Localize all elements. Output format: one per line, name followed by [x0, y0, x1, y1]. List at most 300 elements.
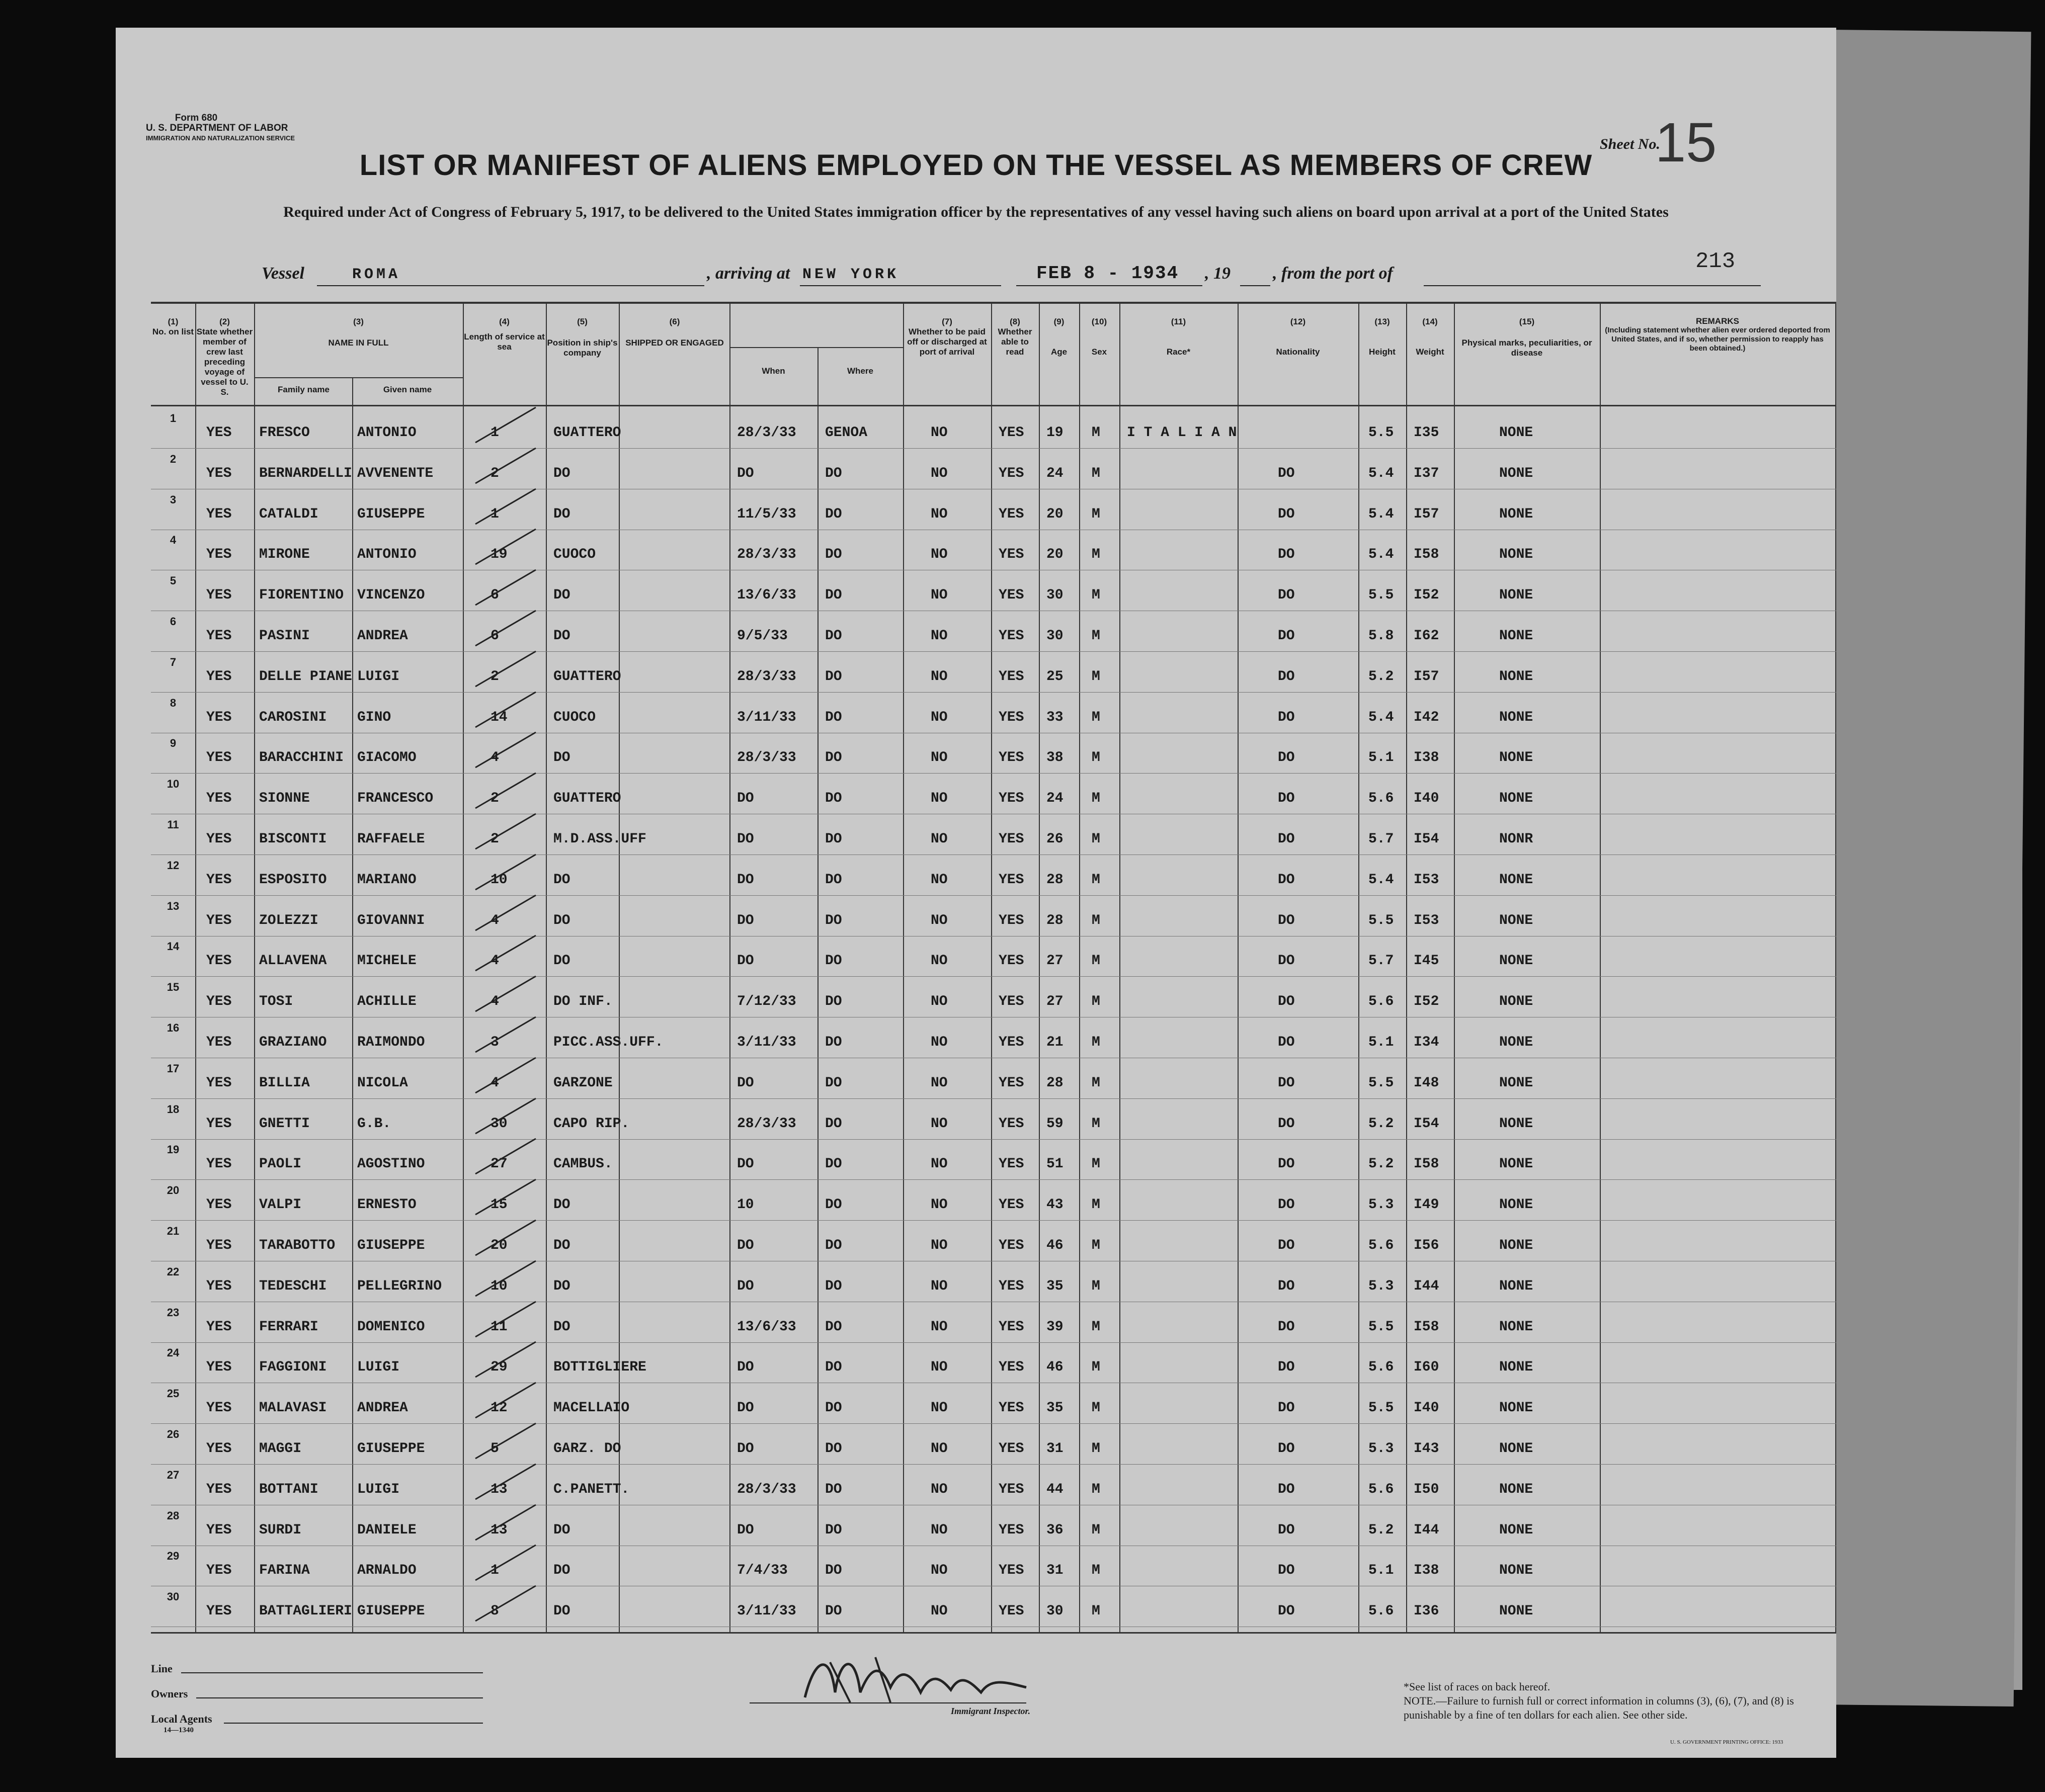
cell-service: 4 [490, 912, 499, 928]
cell-prev: YES [206, 1116, 232, 1132]
cell-read: YES [999, 1238, 1024, 1253]
cell-sex: M [1092, 1238, 1100, 1253]
row-number: 20 [167, 1184, 180, 1197]
cell-position: DO [553, 750, 570, 766]
cell-age: 19 [1046, 425, 1064, 441]
table-row [151, 1141, 1836, 1180]
row-number: 9 [170, 737, 177, 750]
col-9-header [1040, 317, 1078, 357]
row-rule [151, 773, 1836, 774]
cell-height: 5.5 [1368, 1319, 1394, 1335]
cell-sex: M [1092, 1441, 1100, 1457]
cell-when: DO [737, 1359, 754, 1376]
cell-age: 25 [1046, 668, 1064, 685]
check-mark-icon [470, 1339, 541, 1380]
cell-position: C.PANETT. [553, 1481, 630, 1497]
cell-sex: M [1092, 1400, 1100, 1416]
table-row [151, 1548, 1836, 1586]
cell-nat: DO [1278, 1441, 1295, 1457]
col-label: Whether able to read [998, 327, 1032, 357]
cell-when: 13/6/33 [737, 587, 796, 604]
table-row [151, 1060, 1836, 1099]
cell-paid: NO [931, 465, 948, 481]
cell-service: 10 [490, 1278, 508, 1294]
cell-age: 24 [1046, 791, 1064, 807]
cell-position: GARZ. DO [553, 1441, 621, 1457]
cell-read: YES [999, 1441, 1024, 1457]
cell-age: 31 [1046, 1563, 1064, 1579]
cell-paid: NO [931, 872, 948, 888]
col-13-header [1359, 317, 1405, 357]
cell-family: ZOLEZZI [259, 912, 318, 928]
cell-height: 5.7 [1368, 831, 1394, 847]
local-agents-label: Local Agents [151, 1713, 212, 1725]
row-rule [151, 1342, 1836, 1343]
cell-when: DO [737, 872, 754, 888]
cell-given: GIACOMO [357, 750, 417, 766]
cell-service: 4 [490, 994, 499, 1010]
cell-prev: YES [206, 831, 232, 847]
col-10-header [1080, 317, 1118, 357]
cell-weight: I57 [1414, 506, 1439, 522]
sheet-number: 15 [1655, 112, 1717, 174]
check-mark-icon [470, 730, 541, 770]
col-label: Age [1050, 347, 1068, 357]
cell-family: BATTAGLIERI [259, 1603, 352, 1619]
table-row [151, 857, 1836, 896]
cell-where: DO [825, 872, 842, 888]
cell-sex: M [1092, 953, 1100, 969]
cell-marks: NONE [1499, 1359, 1533, 1376]
cell-position: DO [553, 1522, 570, 1538]
cell-given: VINCENZO [357, 587, 425, 604]
cell-given: GIUSEPPE [357, 506, 425, 522]
table-row [151, 1426, 1836, 1465]
cell-age: 26 [1046, 831, 1064, 847]
from-port-label: , from the port of [1273, 264, 1393, 283]
cell-given: LUIGI [357, 1481, 400, 1497]
cell-where: DO [825, 1156, 842, 1172]
cell-prev: YES [206, 1359, 232, 1376]
service-name: IMMIGRATION AND NATURALIZATION SERVICE [146, 134, 295, 142]
from-port-underline [1424, 285, 1761, 286]
col-number: (11) [1171, 317, 1186, 326]
cell-height: 5.5 [1368, 912, 1394, 928]
cell-paid: NO [931, 709, 948, 725]
check-mark-icon [470, 893, 541, 933]
cell-when: 28/3/33 [737, 1116, 796, 1132]
cell-given: MARIANO [357, 872, 417, 888]
cell-paid: NO [931, 750, 948, 766]
cell-where: DO [825, 953, 842, 969]
row-number: 7 [170, 655, 177, 668]
cell-prev: YES [206, 1156, 232, 1172]
cell-sex: M [1092, 709, 1100, 725]
cell-given: RAFFAELE [357, 831, 425, 847]
cell-nat: DO [1278, 1238, 1295, 1253]
cell-where: DO [825, 1278, 842, 1294]
row-rule [151, 1220, 1836, 1221]
row-number: 12 [167, 859, 180, 872]
check-mark-icon [470, 1299, 541, 1339]
cell-where: DO [825, 1359, 842, 1376]
where-header: Where [847, 366, 873, 376]
cell-sex: M [1092, 425, 1100, 441]
cell-when: 28/3/33 [737, 750, 796, 766]
owners-underline [196, 1697, 483, 1698]
cell-prev: YES [206, 668, 232, 685]
cell-read: YES [999, 1116, 1024, 1132]
col-label: Race* [1166, 347, 1191, 357]
cell-position: DO [553, 953, 570, 969]
cell-family: BOTTANI [259, 1481, 318, 1497]
check-mark-icon [470, 608, 541, 648]
cell-marks: NONE [1499, 425, 1533, 441]
cell-prev: YES [206, 750, 232, 766]
cell-service: 20 [490, 1238, 508, 1253]
cell-when: 3/11/33 [737, 1603, 796, 1619]
sheet-number-label: Sheet No. [1600, 136, 1660, 152]
cell-sex: M [1092, 506, 1100, 522]
cell-given: ANDREA [357, 1400, 408, 1416]
cell-height: 5.4 [1368, 547, 1394, 563]
crew-table [151, 302, 1836, 1635]
cell-height: 5.5 [1368, 587, 1394, 604]
cell-weight: I52 [1414, 587, 1439, 604]
cell-position: CUOCO [553, 709, 596, 725]
cell-family: FAGGIONI [259, 1359, 327, 1376]
cell-family: BARACCHINI [259, 750, 344, 766]
check-mark-icon [470, 1014, 541, 1055]
cell-marks: NONE [1499, 668, 1533, 685]
cell-marks: NONE [1499, 628, 1533, 644]
cell-sex: M [1092, 1359, 1100, 1376]
penalty-note: NOTE.—Failure to furnish full or correct information in columns (3), (6), (7), and (8) is punishable by a fine of ten dollars for each alien. See other side. [1404, 1694, 1794, 1721]
cell-sex: M [1092, 587, 1100, 604]
table-row [151, 695, 1836, 733]
cell-marks: NONE [1499, 1035, 1533, 1050]
cell-marks: NONE [1499, 547, 1533, 563]
cell-where: DO [825, 709, 842, 725]
cell-weight: I48 [1414, 1075, 1439, 1091]
cell-marks: NONE [1499, 872, 1533, 888]
check-mark-icon [470, 1055, 541, 1095]
cell-read: YES [999, 994, 1024, 1010]
row-rule [151, 1139, 1836, 1140]
col-number: (4) [499, 317, 510, 326]
cell-prev: YES [206, 547, 232, 563]
cell-weight: I42 [1414, 709, 1439, 725]
cell-paid: NO [931, 1238, 948, 1253]
cell-service: 19 [490, 547, 508, 563]
row-number: 18 [167, 1102, 180, 1116]
cell-family: CATALDI [259, 506, 318, 522]
cell-weight: I45 [1414, 953, 1439, 969]
cell-weight: I62 [1414, 628, 1439, 644]
cell-position: DO [553, 1563, 570, 1579]
check-mark-icon [470, 771, 541, 811]
cell-when: DO [737, 465, 754, 481]
arrival-port: NEW YORK [802, 266, 899, 283]
cell-paid: NO [931, 1359, 948, 1376]
cell-height: 5.4 [1368, 872, 1394, 888]
table-bottom-rule [151, 1632, 1836, 1634]
check-mark-icon [470, 974, 541, 1014]
table-row [151, 1263, 1836, 1302]
row-number: 25 [167, 1387, 180, 1400]
cell-paid: NO [931, 1441, 948, 1457]
cell-family: CAROSINI [259, 709, 327, 725]
cell-sex: M [1092, 547, 1100, 563]
row-number: 17 [167, 1062, 180, 1075]
check-mark-icon [470, 446, 541, 486]
cell-when: DO [737, 791, 754, 807]
row-rule [151, 1179, 1836, 1180]
cell-weight: I60 [1414, 1359, 1439, 1376]
cell-service: 13 [490, 1522, 508, 1538]
col-label: Weight [1416, 347, 1444, 357]
cell-nat: DO [1278, 709, 1295, 725]
cell-where: DO [825, 791, 842, 807]
cell-nat: DO [1278, 1563, 1295, 1579]
cell-nat: DO [1278, 1116, 1295, 1132]
cell-weight: I49 [1414, 1197, 1439, 1213]
cell-sex: M [1092, 1035, 1100, 1050]
cell-age: 28 [1046, 872, 1064, 888]
col-label: Height [1369, 347, 1396, 357]
check-mark-icon [470, 1218, 541, 1258]
col-number: (10) [1091, 317, 1107, 326]
cell-family: TOSI [259, 994, 293, 1010]
cell-read: YES [999, 425, 1024, 441]
cell-weight: I58 [1414, 1156, 1439, 1172]
row-number: 28 [167, 1509, 180, 1522]
row-number: 6 [170, 615, 177, 628]
cell-nat: DO [1278, 587, 1295, 604]
cell-marks: NONE [1499, 1319, 1533, 1335]
cell-prev: YES [206, 1075, 232, 1091]
cell-paid: NO [931, 953, 948, 969]
cell-family: VALPI [259, 1197, 302, 1213]
cell-family: GRAZIANO [259, 1035, 327, 1050]
cell-age: 27 [1046, 953, 1064, 969]
cell-marks: NONE [1499, 465, 1533, 481]
col-number: (5) [577, 317, 588, 326]
form-department-block [146, 113, 295, 143]
agents-underline [224, 1723, 483, 1724]
cell-height: 5.2 [1368, 1116, 1394, 1132]
cell-weight: I52 [1414, 994, 1439, 1010]
cell-nat: DO [1278, 994, 1295, 1010]
cell-paid: NO [931, 668, 948, 685]
table-row [151, 410, 1836, 449]
cell-service: 4 [490, 953, 499, 969]
cell-service: 1 [490, 506, 499, 522]
port-underline [800, 285, 1001, 286]
row-number: 4 [170, 534, 177, 547]
row-number: 19 [167, 1143, 180, 1156]
cell-service: 10 [490, 872, 508, 888]
cell-position: MACELLAIO [553, 1400, 630, 1416]
cell-weight: I40 [1414, 791, 1439, 807]
cell-when: 28/3/33 [737, 1481, 796, 1497]
cell-read: YES [999, 791, 1024, 807]
cell-nat: DO [1278, 1359, 1295, 1376]
col-number: (2) [219, 317, 230, 326]
remarks-title: REMARKS [1696, 316, 1739, 326]
cell-height: 5.3 [1368, 1278, 1394, 1294]
cell-sex: M [1092, 1481, 1100, 1497]
row-number: 13 [167, 899, 180, 912]
cell-family: SURDI [259, 1522, 302, 1538]
table-row [151, 1019, 1836, 1058]
stamp-number: 213 [1695, 249, 1736, 274]
remarks-instructions: (Including statement whether alien ever ordered deported from United States, and if so, whether permission to reapply has been obtained.) [1605, 326, 1830, 353]
remarks-header [1602, 317, 1833, 353]
table-row [151, 735, 1836, 774]
cell-read: YES [999, 872, 1024, 888]
row-rule [151, 976, 1836, 977]
cell-position: DO [553, 628, 570, 644]
cell-height: 5.3 [1368, 1197, 1394, 1213]
cell-prev: YES [206, 791, 232, 807]
col-7-header [904, 317, 990, 357]
cell-when: 28/3/33 [737, 547, 796, 563]
cell-position: CAPO RIP. [553, 1116, 630, 1132]
cell-given: DOMENICO [357, 1319, 425, 1335]
row-rule [151, 1464, 1836, 1465]
cell-given: GIOVANNI [357, 912, 425, 928]
cell-where: DO [825, 465, 842, 481]
col-5-header [547, 317, 618, 358]
row-number: 23 [167, 1306, 180, 1319]
check-mark-icon [470, 567, 541, 608]
table-row [151, 491, 1836, 530]
cell-age: 20 [1046, 547, 1064, 563]
year-underline [1240, 285, 1270, 286]
cell-family: MAGGI [259, 1441, 302, 1457]
cell-paid: NO [931, 1319, 948, 1335]
table-row [151, 1385, 1836, 1424]
given-name-header: Given name [383, 385, 432, 394]
page-title: LIST OR MANIFEST OF ALIENS EMPLOYED ON THE VESSEL AS MEMBERS OF CREW [359, 149, 1593, 182]
cell-read: YES [999, 1400, 1024, 1416]
col-14-header [1407, 317, 1453, 357]
cell-height: 5.6 [1368, 1481, 1394, 1497]
cell-height: 5.4 [1368, 465, 1394, 481]
row-rule [151, 1098, 1836, 1099]
cell-service: 14 [490, 709, 508, 725]
cell-when: DO [737, 1278, 754, 1294]
cell-prev: YES [206, 872, 232, 888]
cell-family: MALAVASI [259, 1400, 327, 1416]
row-number: 11 [167, 818, 179, 831]
cell-position: DO INF. [553, 994, 613, 1010]
cell-sex: M [1092, 872, 1100, 888]
cell-age: 30 [1046, 587, 1064, 604]
cell-service: 2 [490, 831, 499, 847]
cell-when: DO [737, 953, 754, 969]
cell-where: DO [825, 1603, 842, 1619]
cell-family: ALLAVENA [259, 953, 327, 969]
cell-where: DO [825, 587, 842, 604]
cell-family: TEDESCHI [259, 1278, 327, 1294]
cell-marks: NONE [1499, 1603, 1533, 1619]
cell-where: DO [825, 506, 842, 522]
table-row [151, 451, 1836, 489]
cell-where: DO [825, 1035, 842, 1050]
cell-position: DO [553, 912, 570, 928]
cell-height: 5.2 [1368, 1156, 1394, 1172]
col-label: Position in ship's company [547, 338, 618, 358]
cell-marks: NONE [1499, 1563, 1533, 1579]
cell-position: DO [553, 1197, 570, 1213]
col-number: (6) [669, 317, 680, 326]
cell-weight: I53 [1414, 872, 1439, 888]
cell-position: GUATTERO [553, 425, 621, 441]
cell-read: YES [999, 750, 1024, 766]
cell-prev: YES [206, 465, 232, 481]
cell-service: 6 [490, 628, 499, 644]
cell-read: YES [999, 1522, 1024, 1538]
cell-weight: I58 [1414, 547, 1439, 563]
cell-weight: I35 [1414, 425, 1439, 441]
cell-sex: M [1092, 465, 1100, 481]
col-number: (9) [1053, 317, 1065, 326]
inspector-label: Immigrant Inspector. [951, 1706, 1031, 1716]
cell-paid: NO [931, 1603, 948, 1619]
race-note: *See list of races on back hereof. [1404, 1680, 1550, 1693]
cell-nat: DO [1278, 1319, 1295, 1335]
cell-when: 10 [737, 1197, 754, 1213]
cell-height: 5.6 [1368, 1238, 1394, 1253]
cell-nat: DO [1278, 791, 1295, 807]
cell-weight: I37 [1414, 465, 1439, 481]
cell-family: FARINA [259, 1563, 310, 1579]
cell-paid: NO [931, 1035, 948, 1050]
cell-service: 2 [490, 668, 499, 685]
cell-paid: NO [931, 1075, 948, 1091]
cell-given: AVVENENTE [357, 465, 434, 481]
cell-weight: I54 [1414, 1116, 1439, 1132]
col-number: (1) [168, 317, 179, 326]
cell-marks: NONE [1499, 1278, 1533, 1294]
cell-service: 13 [490, 1481, 508, 1497]
col-number: (14) [1422, 317, 1438, 326]
col-1-header [151, 317, 195, 337]
cell-family: MIRONE [259, 547, 310, 563]
cell-sex: M [1092, 1319, 1100, 1335]
line-underline [181, 1672, 483, 1673]
cell-when: DO [737, 912, 754, 928]
table-row [151, 1304, 1836, 1343]
cell-when: 9/5/33 [737, 628, 788, 644]
cell-read: YES [999, 506, 1024, 522]
cell-sex: M [1092, 668, 1100, 685]
department-name: U. S. DEPARTMENT OF LABOR [146, 123, 288, 133]
col-8-header [992, 317, 1038, 357]
form-number: Form 680 [175, 113, 218, 123]
col-label: SHIPPED OR ENGAGED [625, 338, 724, 348]
cell-height: 5.1 [1368, 1563, 1394, 1579]
cell-nat: DO [1278, 1197, 1295, 1213]
cell-read: YES [999, 1481, 1024, 1497]
cell-marks: NONE [1499, 1522, 1533, 1538]
check-mark-icon [470, 1258, 541, 1299]
row-number: 16 [167, 1021, 180, 1034]
row-rule [151, 1423, 1836, 1424]
cell-prev: YES [206, 1400, 232, 1416]
